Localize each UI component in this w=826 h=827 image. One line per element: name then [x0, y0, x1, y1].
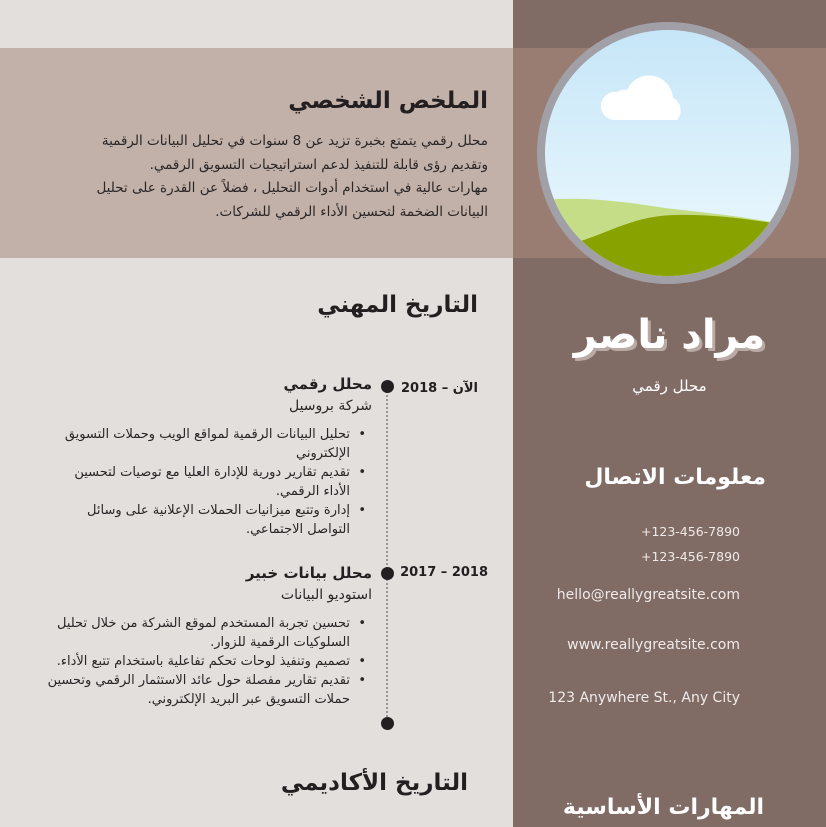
- job-company: شركة بروسيل: [288, 398, 372, 414]
- job-bullet: • تقديم تقارير دورية للإدارة العليا مع توصيات لتحسين الأداء الرقمي.: [47, 463, 372, 501]
- job-bullet: • تصميم وتنفيذ لوحات تحكم تفاعلية باستخدام تتبع الأداء.: [32, 652, 372, 671]
- profile-role: محلل رقمي: [632, 377, 707, 395]
- skills-heading: المهارات الأساسية: [562, 795, 764, 820]
- profile-photo: [537, 22, 799, 284]
- landscape-placeholder-icon: [545, 30, 791, 276]
- academic-history-heading: التاريخ الأكاديمي: [280, 770, 468, 796]
- summary-line: وتقديم رؤى قابلة للتنفيذ لدعم استراتيجيات التسويق الرقمي.: [149, 156, 488, 173]
- phone-number[interactable]: +123-456-7890: [640, 549, 740, 564]
- contact-heading: معلومات الاتصال: [584, 465, 766, 490]
- job-bullet: • تحسين تجربة المستخدم لموقع الشركة من خلال تحليل السلوكيات الرقمية للزوار.: [32, 614, 372, 652]
- job-bullet: • تقديم تقارير مفصلة حول عائد الاستثمار الرقمي وتحسين حملات التسويق عبر البريد الإلكتروني.: [32, 671, 372, 709]
- job-title: محلل رقمي: [283, 375, 372, 393]
- job-date: 2018 – 2017: [400, 565, 488, 580]
- timeline-line: [386, 388, 388, 724]
- work-history-heading: التاريخ المهني: [317, 292, 478, 318]
- timeline-dot: [381, 717, 394, 730]
- job-bullets: [32, 614, 372, 709]
- summary-line: البيانات الضخمة لتحسين الأداء الرقمي للشركات.: [215, 203, 488, 220]
- phone-number[interactable]: +123-456-7890: [640, 524, 740, 539]
- address-text: 123 Anywhere St., Any City: [548, 690, 740, 706]
- job-company: استوديو البيانات: [280, 587, 372, 603]
- website-link[interactable]: www.reallygreatsite.com: [567, 637, 740, 653]
- job-bullet: • تحليل البيانات الرقمية لمواقع الويب وحملات التسويق الإلكتروني: [47, 425, 372, 463]
- summary-line: مهارات عالية في استخدام أدوات التحليل ، فضلاً عن القدرة على تحليل: [96, 180, 488, 196]
- timeline-dot: [381, 567, 394, 580]
- job-title: محلل بيانات خبير: [245, 564, 372, 582]
- job-bullets: [47, 425, 372, 539]
- job-date: الآن – 2018: [401, 381, 478, 396]
- email-link[interactable]: hello@reallygreatsite.com: [556, 587, 740, 603]
- summary-heading: الملخص الشخصي: [288, 88, 488, 114]
- summary-paragraph: [68, 130, 488, 224]
- profile-name: مراد ناصر: [573, 312, 766, 358]
- job-bullet: • إدارة وتتبع ميزانيات الحملات الإعلانية على وسائل التواصل الاجتماعي.: [47, 501, 372, 539]
- summary-line: محلل رقمي يتمتع بخبرة تزيد عن 8 سنوات في تحليل البيانات الرقمية: [101, 133, 488, 149]
- timeline-dot: [381, 380, 394, 393]
